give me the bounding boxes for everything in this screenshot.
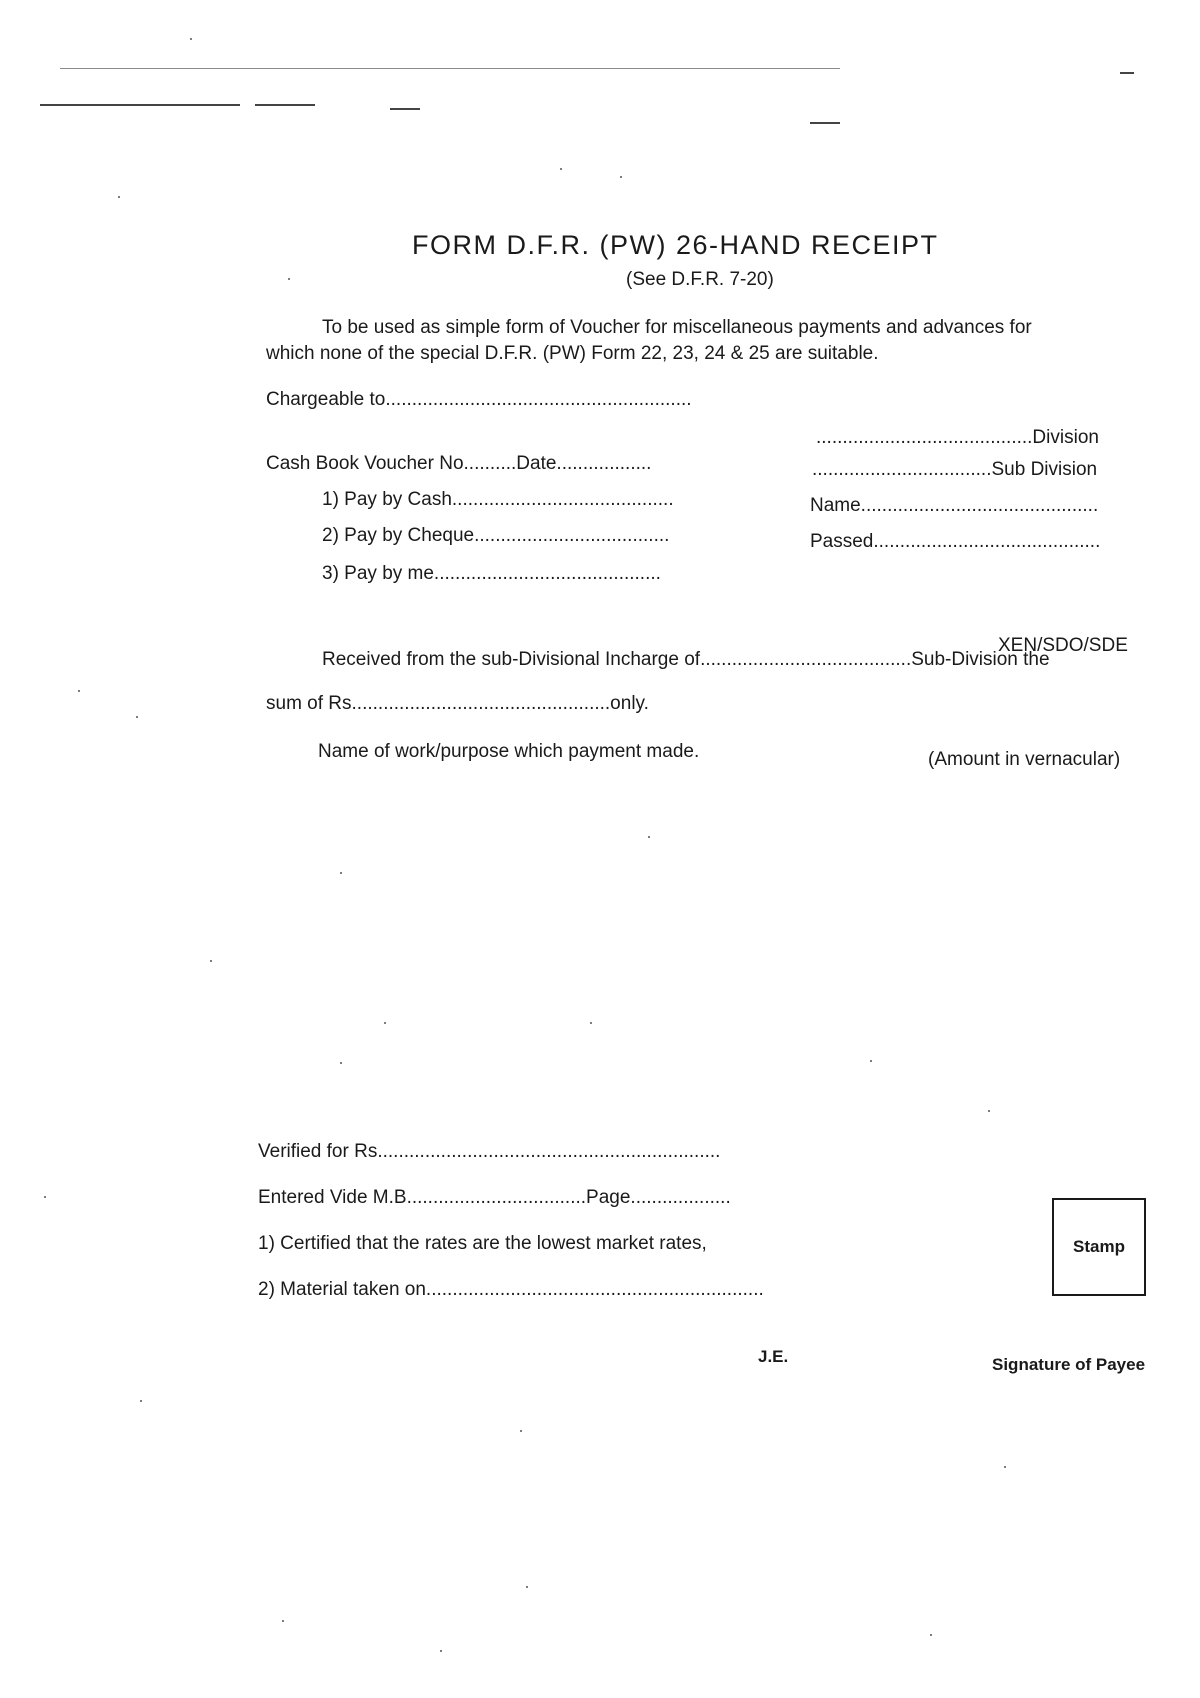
scan-artifact-line: [255, 104, 315, 106]
scan-speck: [282, 1620, 284, 1622]
scan-speck: [870, 1060, 872, 1062]
work-purpose-label: Name of work/purpose which payment made.: [318, 741, 700, 762]
form-title: FORM D.F.R. (PW) 26-HAND RECEIPT: [412, 230, 939, 260]
scan-speck: [190, 38, 192, 40]
stamp-label: Stamp: [1073, 1237, 1125, 1256]
scan-speck: [560, 168, 562, 170]
entered-vide-field: Entered Vide M.B..................................Page...................: [258, 1187, 731, 1208]
scan-speck: [1004, 1466, 1006, 1468]
form-subtitle: (See D.F.R. 7-20): [626, 269, 774, 290]
scan-speck: [118, 196, 120, 198]
intro-line-2: which none of the special D.F.R. (PW) Form 22, 23, 24 & 25 are suitable.: [266, 343, 879, 364]
chargeable-to-field: Chargeable to..........................................................: [266, 389, 692, 410]
scan-speck: [384, 1022, 386, 1024]
intro-line-1: To be used as simple form of Voucher for miscellaneous payments and advances for: [322, 317, 1032, 338]
scan-speck: [520, 1430, 522, 1432]
scan-speck: [440, 1650, 442, 1652]
scan-artifact-line: [1120, 72, 1134, 74]
verified-for-field: Verified for Rs.................................................................: [258, 1141, 721, 1162]
scan-speck: [78, 690, 80, 692]
scan-artifact-line: [390, 108, 420, 110]
je-signature-label: J.E.: [758, 1347, 789, 1366]
certified-rates-line: 1) Certified that the rates are the lowest market rates,: [258, 1233, 707, 1254]
scan-artifact-line: [60, 68, 840, 69]
pay-by-cash-field: 1) Pay by Cash..........................................: [322, 489, 674, 510]
scan-speck: [620, 176, 622, 178]
scan-speck: [526, 1586, 528, 1588]
scan-speck: [288, 278, 290, 280]
stamp-box: [1052, 1198, 1146, 1296]
payee-signature-label: Signature of Payee: [992, 1355, 1146, 1374]
pay-by-cheque-field: 2) Pay by Cheque.....................................: [322, 525, 670, 546]
scan-artifact-line: [40, 104, 240, 106]
amount-vernacular-label: (Amount in vernacular): [928, 749, 1121, 770]
scan-speck: [930, 1634, 932, 1636]
received-from-field: Received from the sub-Divisional Incharge of........................................Sub-Division the: [322, 649, 1050, 670]
scan-speck: [340, 1062, 342, 1064]
scan-speck: [340, 872, 342, 874]
material-taken-field: 2) Material taken on................................................................: [258, 1279, 764, 1300]
scan-artifact-line: [810, 122, 840, 124]
scan-speck: [140, 1400, 142, 1402]
sub-division-field: ..................................Sub Division: [812, 459, 1098, 480]
name-field: Name.............................................: [810, 495, 1099, 516]
scan-speck: [44, 1196, 46, 1198]
scan-speck: [210, 960, 212, 962]
scan-speck: [648, 836, 650, 838]
passed-field: Passed...........................................: [810, 531, 1101, 552]
scan-speck: [988, 1110, 990, 1112]
scan-speck: [136, 716, 138, 718]
scan-speck: [590, 1022, 592, 1024]
pay-by-me-field: 3) Pay by me...........................................: [322, 563, 661, 584]
cash-book-voucher-field: Cash Book Voucher No..........Date..................: [266, 453, 652, 474]
division-field: .........................................Division: [816, 427, 1099, 448]
xen-sdo-sde-label: XEN/SDO/SDE: [998, 635, 1128, 656]
sum-of-rs-field: sum of Rs.................................................only.: [266, 693, 649, 714]
